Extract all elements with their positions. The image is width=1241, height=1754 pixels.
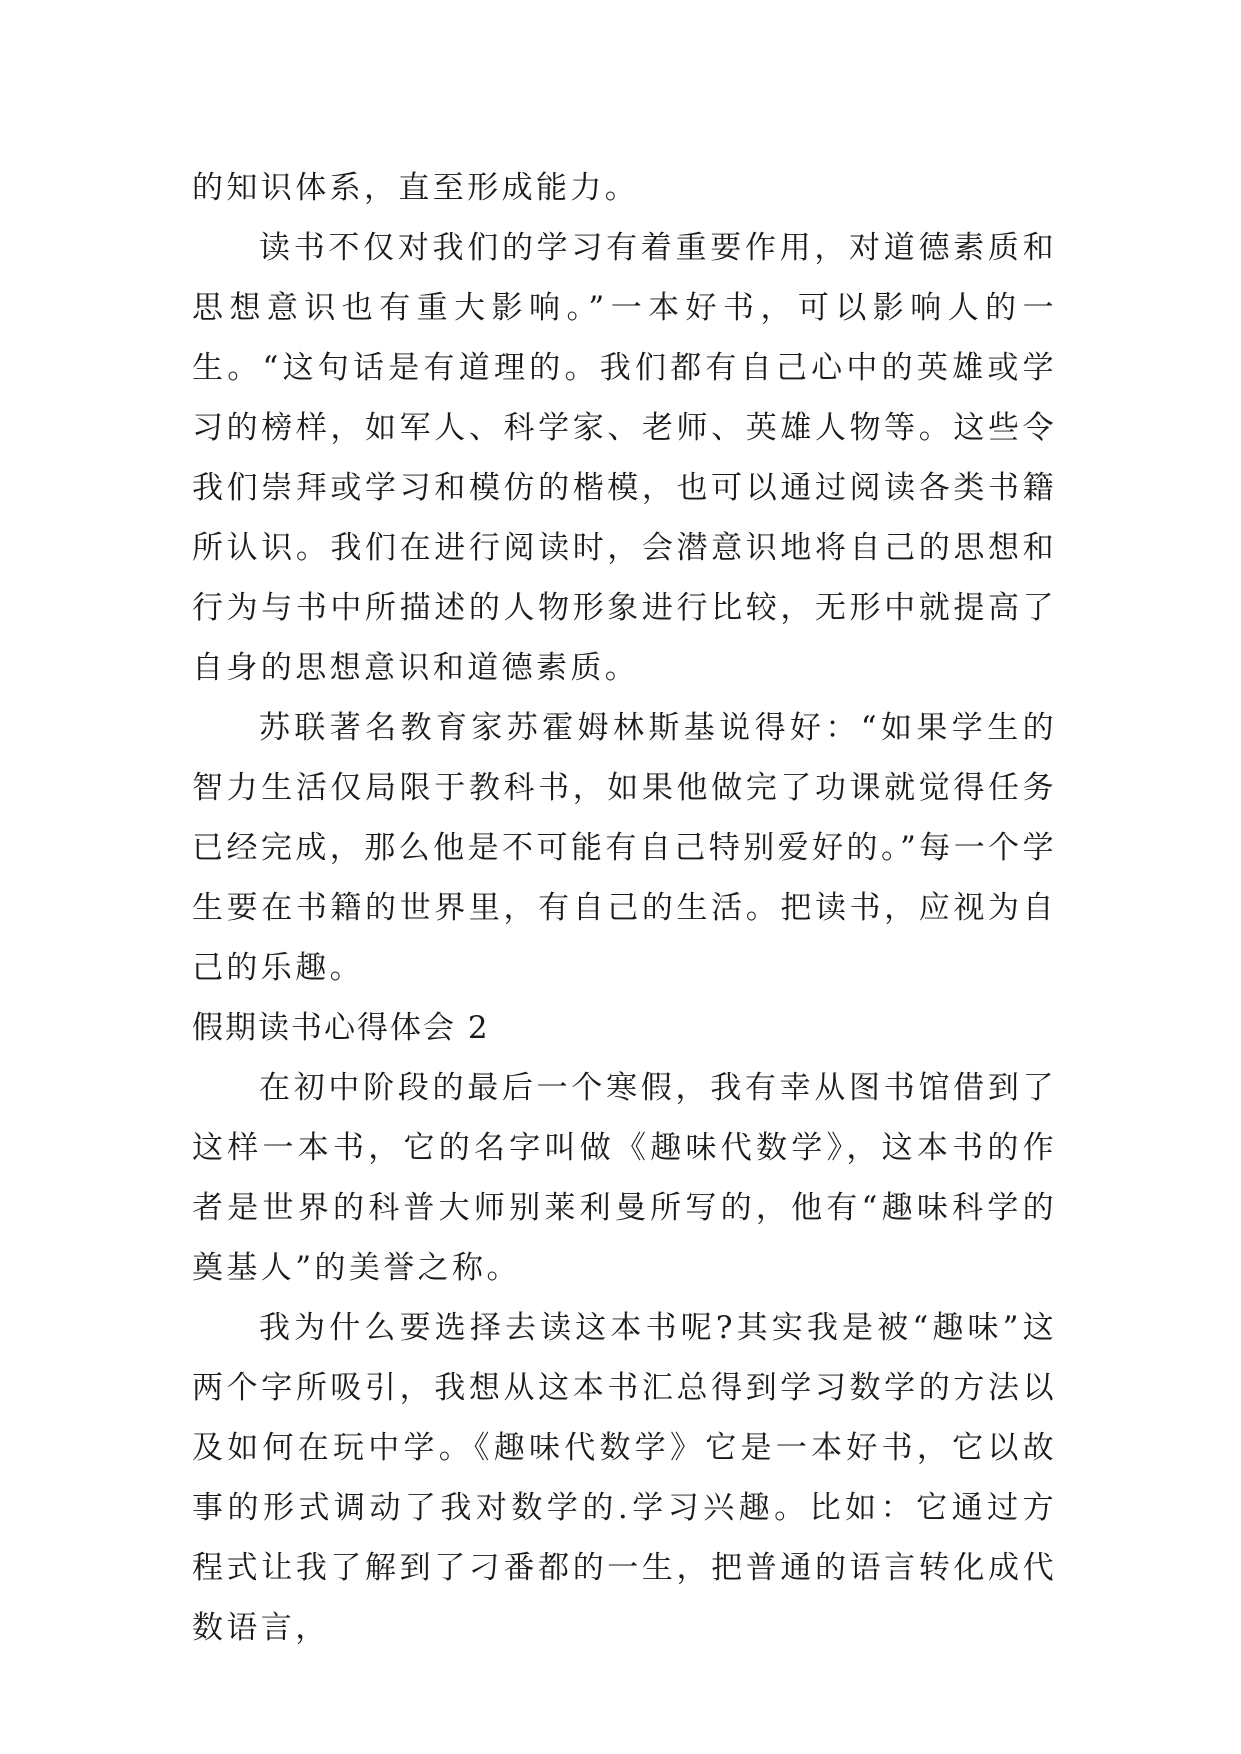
document-body	[192, 158, 1057, 1658]
section-heading: 假期读书心得体会 2	[192, 1010, 490, 1046]
paragraph-reading-influence: 读书不仅对我们的学习有着重要作用，对道德素质和思想意识也有重大影响。”一本好书，可以影响人的一生。“这句话是有道理的。我们都有自己心中的英雄或学习的榜样，如军人、科学家、老师、英雄人物等。这些令我们崇拜或学习和模仿的楷模，也可以通过阅读各类书籍所认识。我们在进行阅读时，会潜意识地将自己的思想和行为与书中所描述的人物形象进行比较，无形中就提高了自身的思想意识和道德素质。	[192, 230, 1057, 686]
paragraph-sukhomlinsky-quote: 苏联著名教育家苏霍姆林斯基说得好：“如果学生的智力生活仅局限于教科书，如果他做完了功课就觉得任务已经完成，那么他是不可能有自己特别爱好的。”每一个学生要在书籍的世界里，有自己的生活。把读书，应视为自己的乐趣。	[192, 710, 1057, 986]
paragraph-why-this-book: 我为什么要选择去读这本书呢?其实我是被“趣味”这两个字所吸引，我想从这本书汇总得到学习数学的方法以及如何在玩中学。《趣味代数学》它是一本好书，它以故事的形式调动了我对数学的.学习兴趣。比如：它通过方程式让我了解到了刁番都的一生，把普通的语言转化成代数语言，	[192, 1310, 1057, 1646]
paragraph-winter-break-book: 在初中阶段的最后一个寒假，我有幸从图书馆借到了这样一本书，它的名字叫做《趣味代数学》，这本书的作者是世界的科普大师别莱利曼所写的，他有“趣味科学的奠基人”的美誉之称。	[192, 1070, 1057, 1286]
paragraph-continuation: 的知识体系，直至形成能力。	[192, 170, 640, 206]
